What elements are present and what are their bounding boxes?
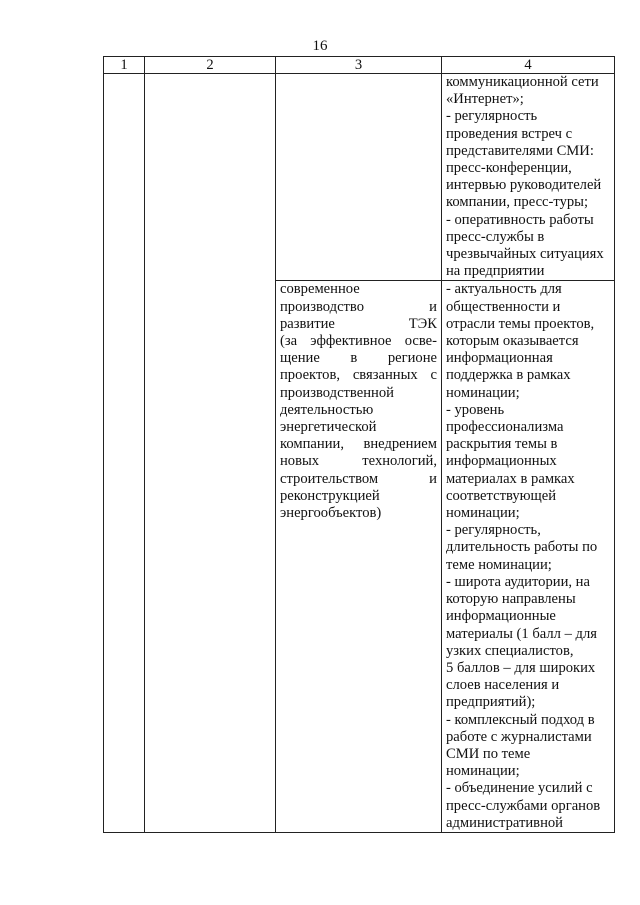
text-line: на предприятии (446, 263, 545, 280)
text-line: - актуальность для (446, 281, 562, 298)
header-col-3: 3 (276, 57, 442, 74)
cell-col-3-nomination (276, 281, 442, 833)
text-line: - регулярность (446, 108, 538, 125)
text-line: проведения встреч с (446, 125, 573, 142)
text-line: информационная (446, 350, 553, 367)
text-line: производство и (280, 298, 437, 315)
text-line: - объединение усилий с (446, 780, 593, 797)
header-col-2: 2 (145, 57, 276, 74)
text-line: коммуникационной сети (446, 74, 599, 90)
text-line: - комплексный подход в (446, 711, 595, 728)
text-line: длительность работы по (446, 539, 598, 556)
text-line: развитие ТЭК (280, 315, 437, 332)
criteria-table (103, 56, 615, 833)
header-col-1: 1 (104, 57, 145, 74)
text-line: интервью руководителей (446, 177, 602, 194)
text-line: компании, внедрением (280, 436, 437, 453)
text-line: соответствующей (446, 487, 557, 504)
text-line: деятельностью (280, 401, 374, 418)
cell-col-3-empty (276, 74, 442, 281)
text-line: поддержка в рамках (446, 367, 571, 384)
text-line: - уровень (446, 401, 505, 418)
text-line: которую направлены (446, 591, 576, 608)
text-line: - оперативность работы (446, 211, 594, 228)
text-line: информационные (446, 608, 556, 625)
text-line: пресс-конференции, (446, 160, 572, 177)
text-line: СМИ по теме (446, 745, 531, 762)
text-line: информационных (446, 453, 557, 470)
text-line: теме номинации; (446, 556, 552, 573)
text-line: проектов, связанных с (280, 367, 437, 384)
text-line: щение в регионе (280, 350, 437, 367)
text-line: строительством и (280, 470, 437, 487)
text-line: материалы (1 балл – для (446, 625, 597, 642)
cell-col-1 (104, 74, 145, 833)
text-line: пресс-службами органов (446, 797, 601, 814)
text-line: современное (280, 281, 360, 298)
text-line: номинации; (446, 505, 520, 522)
text-line: производственной (280, 384, 394, 401)
text-line: реконструкцией (280, 487, 380, 504)
text-line: предприятий); (446, 694, 536, 711)
text-line: (за эффективное осве- (280, 333, 437, 350)
cell-col-4-criteria (442, 281, 615, 833)
text-line: - регулярность, (446, 522, 541, 539)
text-line: 5 баллов – для широких (446, 659, 596, 676)
text-line: энергетической (280, 419, 377, 436)
cell-col-2 (145, 74, 276, 833)
text-line: узких специалистов, (446, 642, 574, 659)
text-line: номинации; (446, 763, 520, 780)
text-line: слоев населения и (446, 677, 560, 694)
text-line: которым оказывается (446, 333, 579, 350)
header-row (104, 57, 615, 74)
text-line: профессионализма (446, 419, 564, 436)
cell-col-4-criteria (442, 74, 615, 281)
text-line: чрезвычайных ситуациях (446, 246, 604, 263)
text-line: номинации; (446, 384, 520, 401)
text-line: административной (446, 814, 563, 831)
text-line: отрасли темы проектов, (446, 315, 595, 332)
text-line: общественности и (446, 298, 561, 315)
text-line: работе с журналистами (446, 728, 592, 745)
text-line: «Интернет»; (446, 91, 524, 108)
text-line: компании, пресс-туры; (446, 194, 589, 211)
text-line: материалах в рамках (446, 470, 575, 487)
text-line: представителями СМИ: (446, 142, 594, 159)
page-number: 16 (312, 38, 328, 54)
table-row (104, 74, 615, 281)
header-col-4: 4 (442, 57, 615, 74)
text-line: энергообъектов) (280, 505, 382, 522)
text-line: раскрытия темы в (446, 436, 558, 453)
text-line: новых технологий, (280, 453, 437, 470)
text-line: - широта аудитории, на (446, 573, 590, 590)
text-line: пресс-службы в (446, 228, 545, 245)
